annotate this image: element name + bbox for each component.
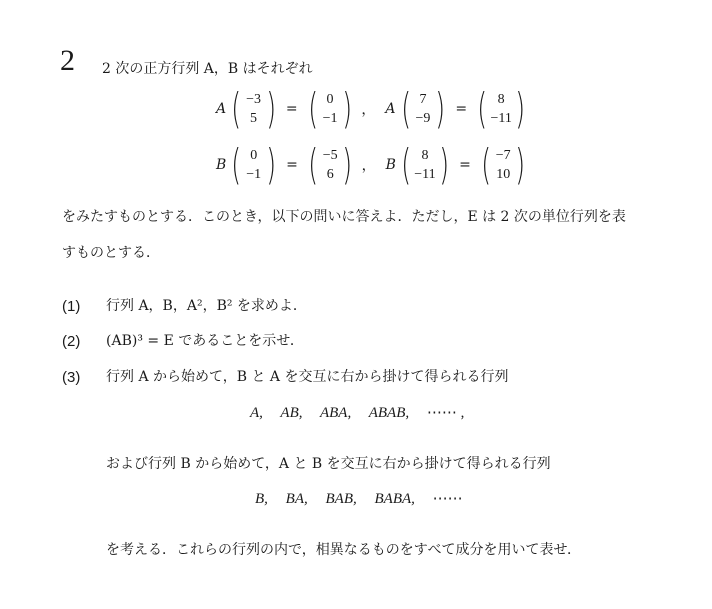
sequence-ellipsis: ⋯⋯ , [426,405,465,421]
sequence-term: B, [255,491,268,507]
matrix-symbol: A [216,101,227,117]
vector-entry: 8 [421,148,429,163]
condition-line-2: すものとする． [62,245,160,261]
sequence-a [250,403,478,422]
sequence-term: A, [250,405,263,421]
sequence-term: ABAB, [368,405,410,421]
problem-number: 2 [60,44,75,77]
vector-entry: 10 [496,167,511,182]
question-1-label: (1) [62,298,81,315]
vector-entry: −3 [246,92,261,107]
comma: ， [361,102,376,118]
equals-sign: = [455,101,468,117]
matrix-symbol: A [385,101,396,117]
comma: ， [361,158,376,174]
column-vector: ( −3 5 ) [231,84,276,133]
sequence-term: BA, [285,491,308,507]
vector-entry: −1 [246,167,262,182]
equals-sign: = [286,157,298,173]
question-2-label: (2) [62,333,81,350]
vector-entry: −9 [415,111,431,126]
vector-entry: −7 [495,148,511,163]
question-3-label: (3) [62,369,81,386]
sequence-b [255,489,477,508]
sequence-term: ABA, [319,405,352,421]
question-2-text: (AB)³ = E であることを示せ． [106,333,304,349]
vector-entry: 8 [497,92,505,107]
vector-entry: −11 [414,167,436,182]
question-3-text-3: を考える．これらの行列の内で，相異なるものをすべて成分を用いて表せ． [106,542,582,558]
vector-entry: 0 [250,148,258,163]
question-3-text-2: および行列 B から始めて，A と B を交互に右から掛けて得られる行列 [106,456,551,472]
question-3-text: 行列 A から始めて，B と A を交互に右から掛けて得られる行列 [106,369,509,385]
vector-entry: 7 [419,92,427,107]
vector-entry: 5 [250,111,258,126]
column-vector: ( 8 −11 ) [477,84,525,133]
column-vector: ( −5 6 ) [308,140,353,189]
matrix-symbol: B [216,157,227,173]
sequence-term: BAB, [325,491,357,507]
column-vector: ( −7 10 ) [481,140,526,189]
column-vector: ( 0 −1 ) [231,140,276,189]
sequence-term: AB, [280,405,303,421]
sequence-ellipsis: ⋯⋯ [432,491,463,507]
vector-entry: 6 [326,167,334,182]
sequence-term: BABA, [374,491,415,507]
question-1-text: 行列 A，B，A²，B² を求めよ． [106,298,307,314]
equals-sign: = [459,157,471,173]
equation-row-a [216,84,530,133]
equals-sign: = [285,101,298,117]
equation-row-b [216,140,531,189]
vector-entry: −5 [322,148,338,163]
matrix-symbol: B [385,157,396,173]
condition-line-1: をみたすものとする．このとき，以下の問いに答えよ．ただし，E は 2 次の単位行列を表 [62,209,626,225]
vector-entry: −11 [490,111,512,126]
problem-intro: 2 次の正方行列 A，B はそれぞれ [102,61,313,77]
vector-entry: −1 [322,111,338,126]
column-vector: ( 0 −1 ) [307,84,353,133]
vector-entry: 0 [326,92,334,107]
column-vector: ( 8 −11 ) [401,140,449,189]
column-vector: ( 7 −9 ) [400,84,446,133]
